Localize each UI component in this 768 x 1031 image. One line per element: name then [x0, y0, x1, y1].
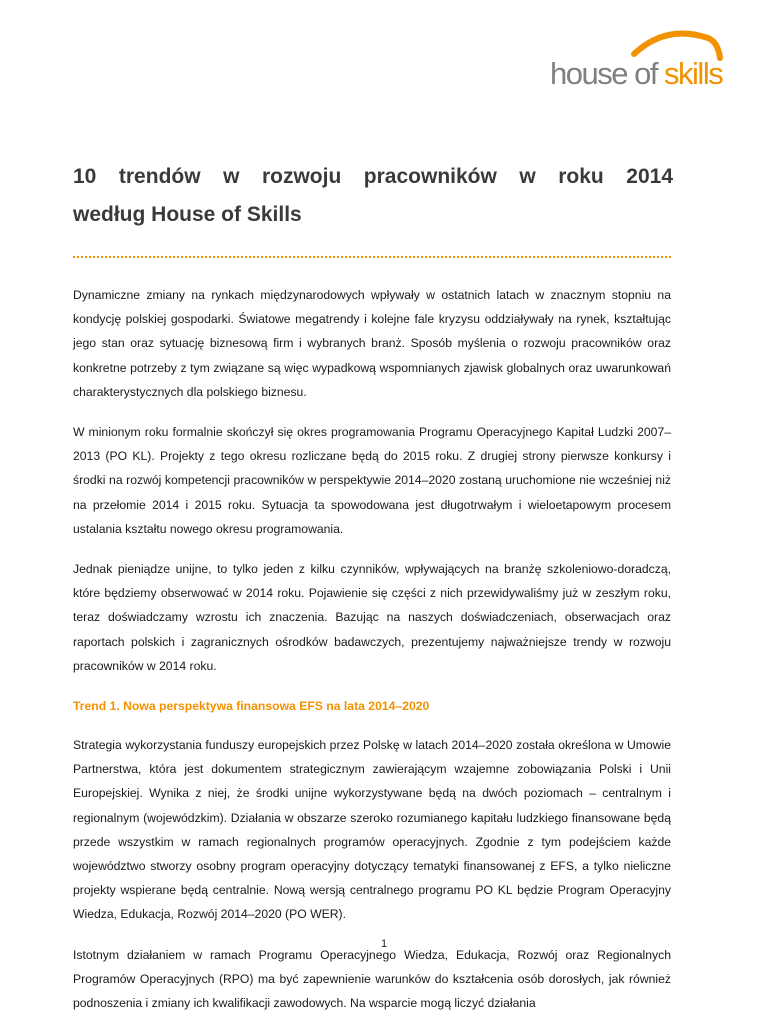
trend-1-heading: Trend 1. Nowa perspektywa finansowa EFS na lata 2014–2020 [73, 699, 430, 714]
title-line-1: 10 trendów w rozwoju pracowników w roku 2014 [73, 165, 673, 188]
intro-paragraph-3: Jednak pieniądze unijne, to tylko jeden z kilku czynników, wpływających na branżę szkoleniowo-doradczą, które będziemy obserwować w 2014 roku. Pojawienie się części z nich przewidywaliśmy już w zeszłym roku, teraz doświadczamy wzrostu ich znaczenia. Bazując na naszych doświadczeniach, obserwacjach oraz raportach polskich i zagranicznych ośrodków badawczych, prezentujemy najważniejsze trendy w rozwoju pracowników w 2014 roku. [73, 562, 671, 673]
intro-paragraph-2: W minionym roku formalnie skończył się okres programowania Programu Operacyjnego Kapitał Ludzki 2007–2013 (PO KL). Projekty z tego okresu rozliczane będą do 2015 roku. Z drugiej strony pierwsze konkursy i środki na rozwój kompetencji pracowników w perspektywie 2014–2020 zostaną uruchomione nie wcześniej niż na przełomie 2014 i 2015 roku. Sytuacja ta spowodowana jest długotrwałym i wieloetapowym procesem ustalania kształtu nowego okresu programowania. [73, 425, 671, 536]
logo-text-house-of: house of [550, 56, 665, 91]
trend-1-paragraph-1: Strategia wykorzystania funduszy europejskich przez Polskę w latach 2014–2020 została określona w Umowie Partnerstwa, która jest dokumentem strategicznym zawierającym wzajemne zobowiązania Polski i Unii Europejskiej. Wynika z niej, że środki unijne wykorzystywane będą na dwóch poziomach – centralnym i regionalnym (wojewódzkim). Działania w obszarze szeroko rozumianego kapitału ludzkiego finansowane będą przede wszystkim w ramach regionalnych programów operacyjnych. Zgodnie z tym podejściem każde województwo stworzy osobny program operacyjny dotyczący tematyki finansowanej z EFS, a tylko nieliczne projekty wspierane będą centralnie. Nową wersją centralnego programu PO KL będzie Program Operacyjny Wiedza, Edukacja, Rozwój 2014–2020 (PO WER). [73, 738, 671, 922]
page-number: 1 [380, 938, 388, 950]
title-line-2: według House of Skills [73, 203, 302, 226]
logo-text-skills: skills [664, 56, 723, 91]
trend-1-paragraph-2: Istotnym działaniem w ramach Programu Operacyjnego Wiedza, Edukacja, Rozwój oraz Regionalnych Programów Operacyjnych (RPO) ma być zapewnienie warunków do kształcenia osób dorosłych, jak również podnoszenia i zmiany ich kwalifikacji zawodowych. Na wsparcie mogą liczyć działania [73, 947, 671, 1011]
page-title [73, 158, 673, 234]
logo-graphic [548, 28, 724, 94]
house-of-skills-logo [548, 28, 724, 94]
svg-text:house of skills [550, 56, 723, 91]
intro-paragraph-1: Dynamiczne zmiany na rynkach międzynarodowych wpływały w ostatnich latach w znacznym stopniu na kondycję polskiej gospodarki. Światowe megatrendy i kolejne fale kryzysu oddziaływały na rynek, kształtując jego stan oraz sytuację biznesową firm i wybranych branż. Sposób myślenia o rozwoju pracowników oraz konkretne potrzeby z tym związane są więc wypadkową wspomnianych zjawisk globalnych oraz uwarunkowań charakterystycznych dla polskiego biznesu. [73, 288, 671, 399]
logo-swoosh-icon [634, 34, 720, 58]
document-body [73, 283, 671, 1031]
dotted-divider [73, 256, 671, 258]
